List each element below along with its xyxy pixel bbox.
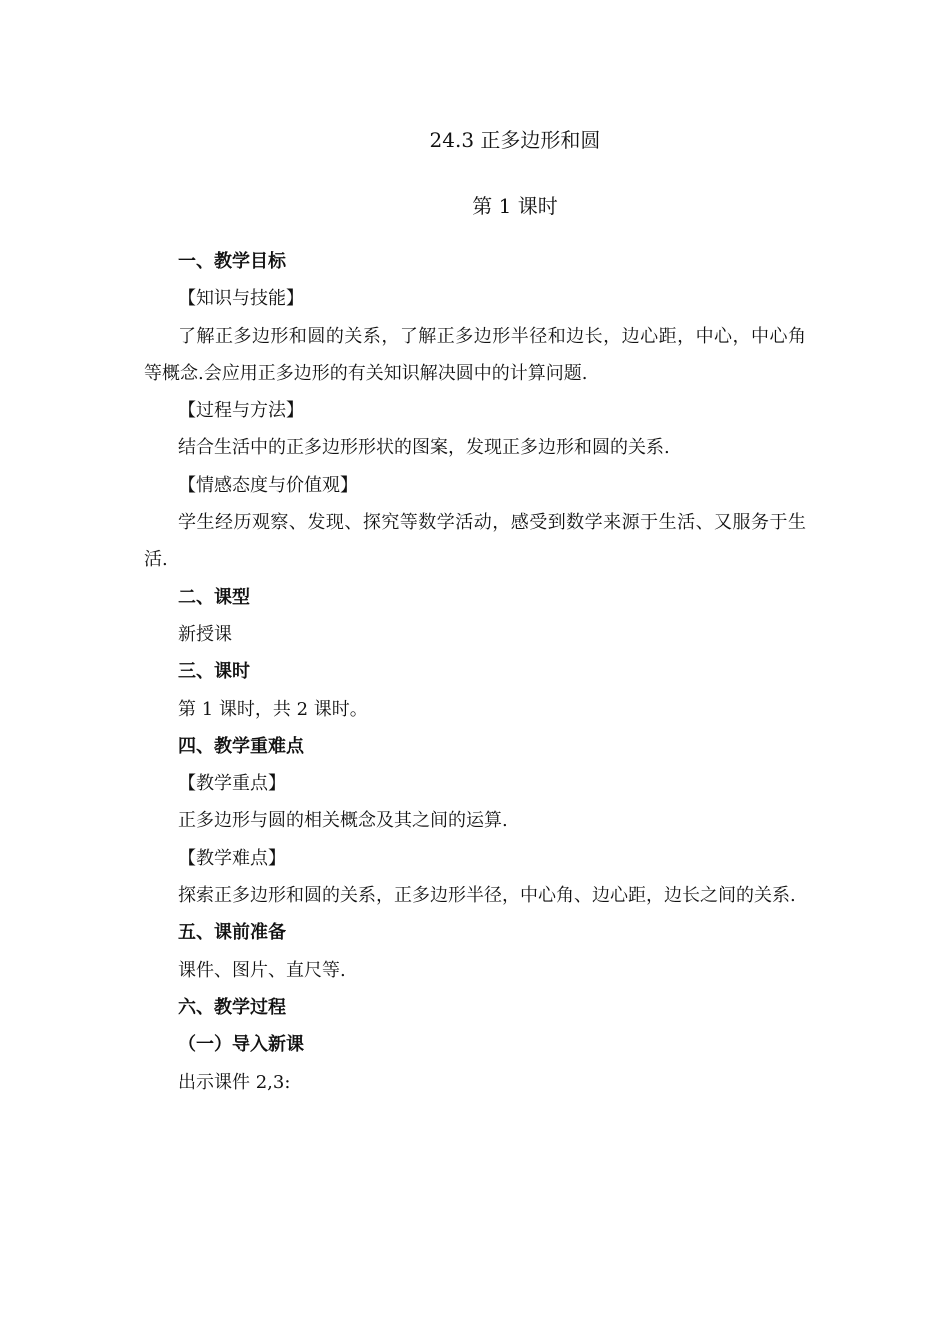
subheading-introduction: （一）导入新课	[178, 1034, 304, 1056]
text-show-slides: 出示课件 2,3:	[178, 1071, 291, 1093]
section-heading-periods: 三、课时	[178, 661, 250, 683]
section-heading-lesson-type: 二、课型	[178, 586, 250, 608]
text-emotion-values: 学生经历观察、发现、探究等数学活动，感受到数学来源于生活、又服务于生活.	[144, 512, 806, 571]
label-knowledge-skills: 【知识与技能】	[178, 288, 304, 310]
text-lesson-type: 新授课	[178, 623, 232, 645]
section-heading-key-difficult: 四、教学重难点	[178, 735, 304, 757]
text-knowledge-skills: 了解正多边形和圆的关系，了解正多边形半径和边长，边心距，中心，中心角等概念.会应用正多边形的有关知识解决圆中的计算问题.	[144, 325, 806, 384]
document-body	[144, 243, 806, 1101]
document-title: 24.3 正多边形和圆	[429, 128, 601, 152]
text-preparation: 课件、图片、直尺等.	[178, 959, 346, 981]
label-process-method: 【过程与方法】	[178, 400, 304, 422]
section-heading-objectives: 一、教学目标	[178, 251, 286, 272]
text-key-points: 正多边形与圆的相关概念及其之间的运算.	[178, 810, 508, 832]
label-key-points: 【教学重点】	[178, 773, 286, 795]
label-difficult-points: 【教学难点】	[178, 847, 286, 869]
text-process-method: 结合生活中的正多边形形状的图案，发现正多边形和圆的关系.	[178, 437, 670, 459]
section-heading-preparation: 五、课前准备	[178, 922, 286, 944]
text-periods: 第 1 课时，共 2 课时。	[178, 698, 368, 720]
document-subtitle: 第 1 课时	[472, 194, 558, 218]
section-heading-process: 六、教学过程	[178, 996, 286, 1018]
label-emotion-values: 【情感态度与价值观】	[178, 474, 358, 496]
text-difficult-points: 探索正多边形和圆的关系，正多边形半径，中心角、边心距，边长之间的关系.	[178, 885, 796, 907]
